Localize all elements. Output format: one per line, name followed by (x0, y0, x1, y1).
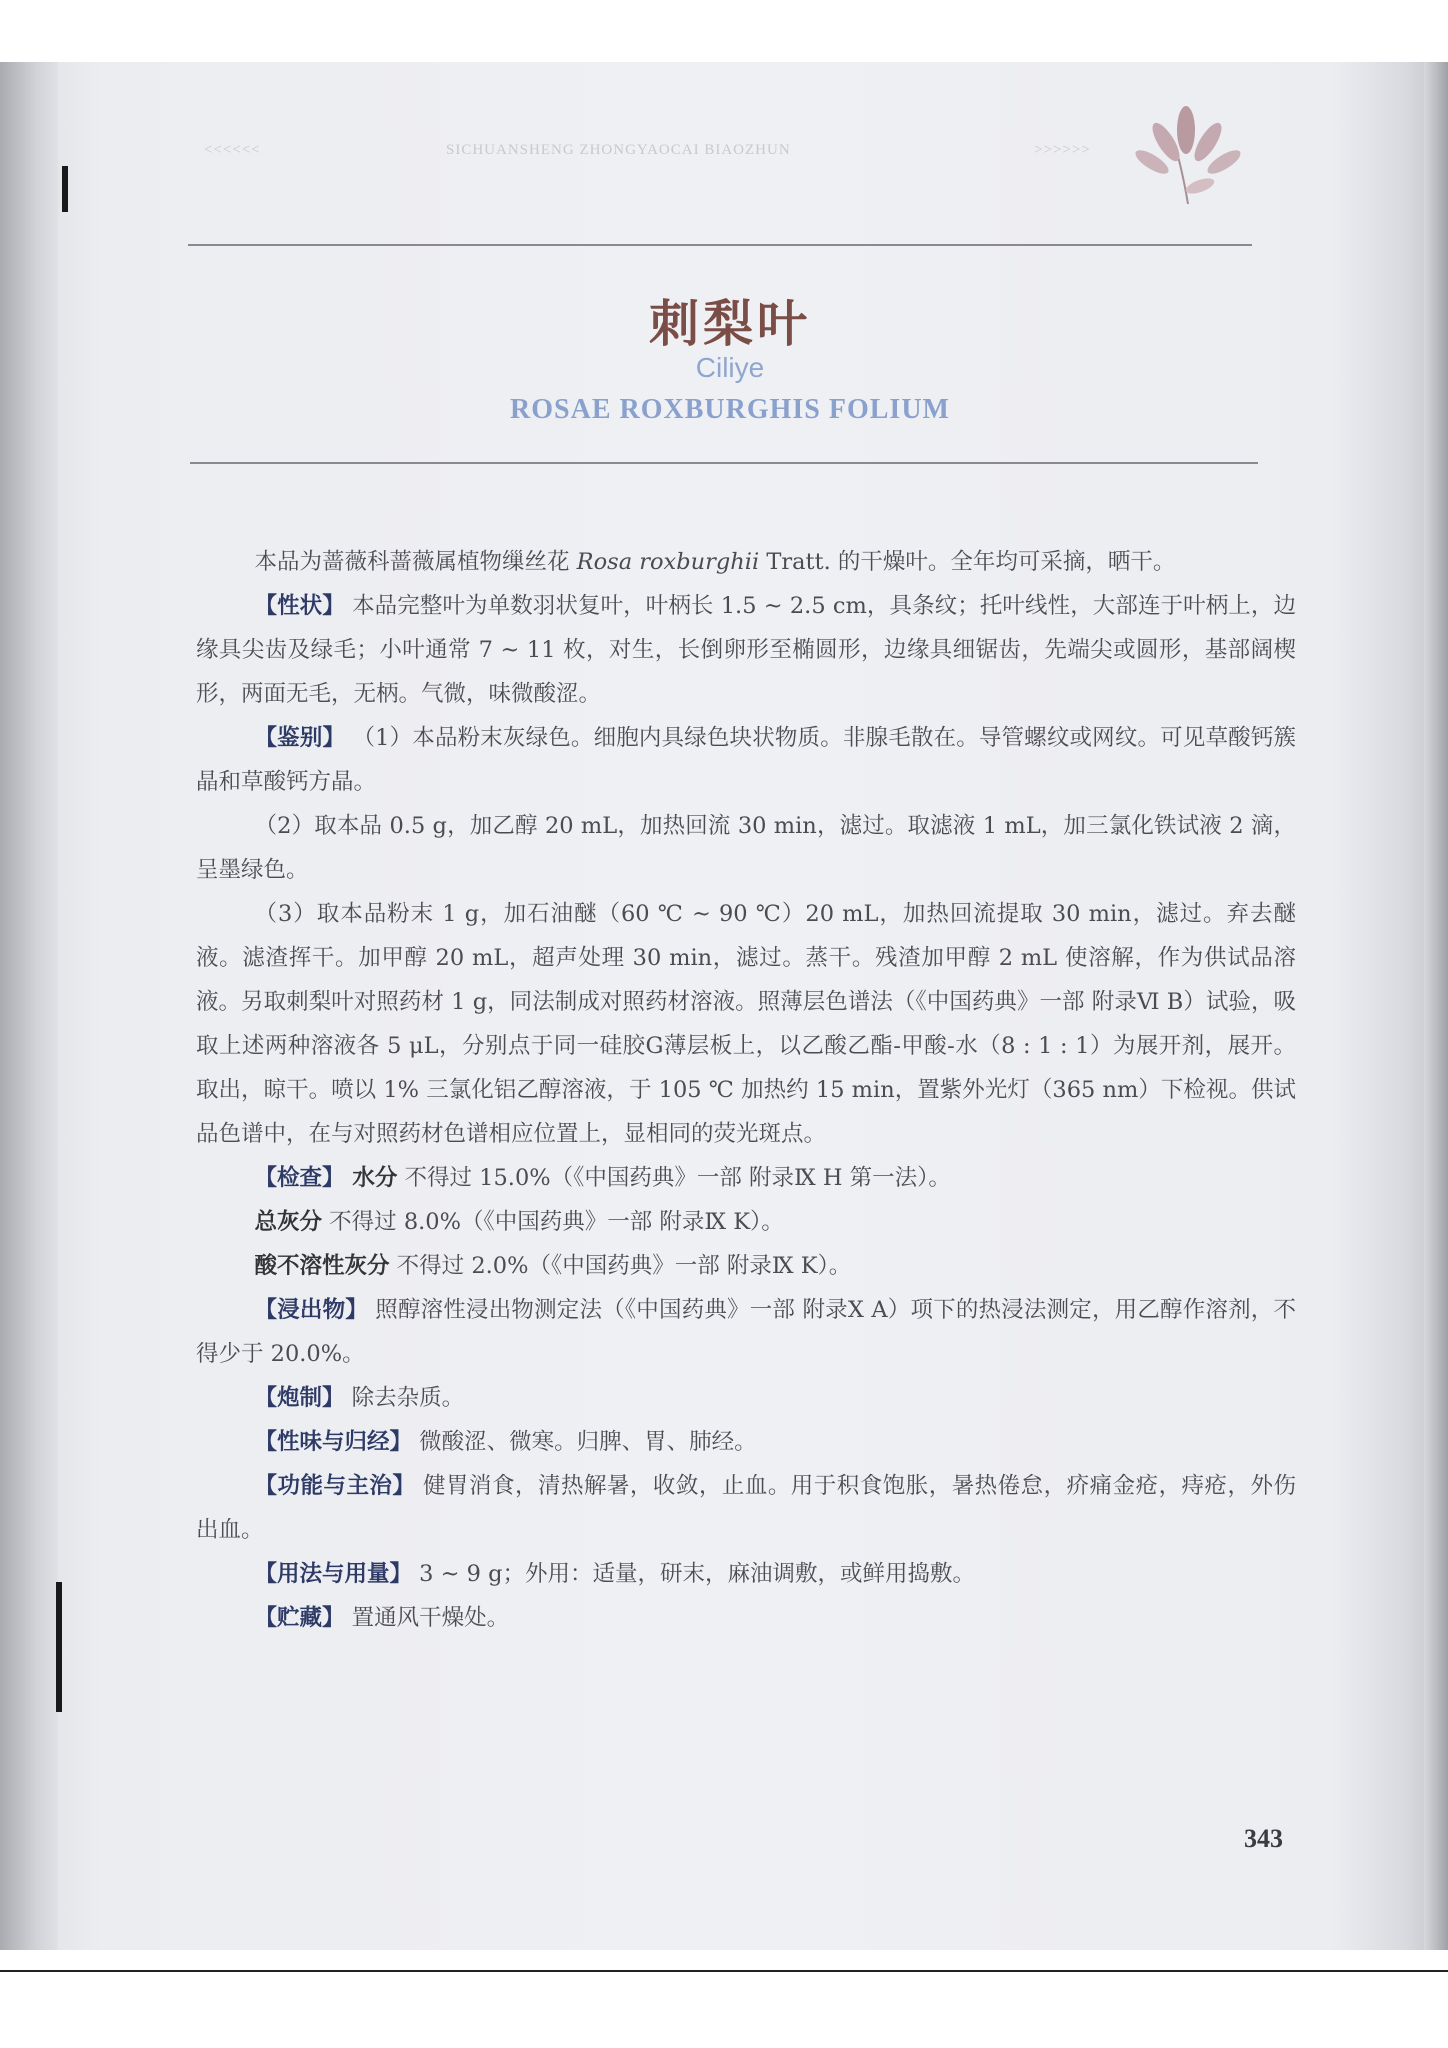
latin-species-name: Rosa roxburghii (576, 549, 760, 575)
leaf-sprig-icon (1128, 102, 1248, 212)
monograph-title-chinese: 刺梨叶 (649, 294, 811, 353)
section-heading: 【浸出物】 (254, 1297, 368, 1323)
xingwei-section (196, 1420, 1296, 1464)
yongfa-section (196, 1552, 1296, 1596)
section-text: 本品完整叶为单数羽状复叶，叶柄长 1.5 ~ 2.5 cm，具条纹；托叶线性，大部连于叶柄上，边缘具尖齿及绿毛；小叶通常 7 ~ 11 枚，对生，长倒卵形至椭圆形，边缘具细锯齿，先端尖或圆形，基部阔楔形，两面无毛，无柄。气微，味微酸涩。 (196, 593, 1296, 707)
xingzhuang-section (196, 584, 1296, 716)
section-text: 不得过 8.0%（《中国药典》一部 附录Ⅸ K）。 (322, 1209, 784, 1235)
section-text: 健胃消食，清热解暑，收敛，止血。用于积食饱胀，暑热倦怠，疥痛金疮，痔疮，外伤出血。 (196, 1473, 1296, 1543)
subheading-acid-insoluble-ash: 酸不溶性灰分 (254, 1253, 390, 1279)
intro-text-end: Tratt. 的干燥叶。全年均可采摘，晒干。 (759, 549, 1176, 575)
section-heading: 【鉴别】 (254, 725, 346, 751)
section-heading: 【性味与归经】 (254, 1429, 413, 1455)
monograph-title-pinyin: Ciliye (695, 352, 765, 383)
section-heading: 【性状】 (254, 593, 345, 619)
running-head-arrows-left: <<<<<< (204, 142, 261, 158)
book-spine (0, 62, 58, 1950)
spine-shadow-mark (56, 1582, 62, 1712)
section-text: 3 ~ 9 g；外用：适量，研末，麻油调敷，或鲜用捣敷。 (412, 1561, 976, 1587)
running-head-arrows-right: >>>>>> (1034, 142, 1091, 158)
section-text: 置通风干燥处。 (344, 1605, 510, 1631)
paozhi-section (196, 1376, 1296, 1420)
jinchuwu-section (196, 1288, 1296, 1376)
jianbie-item-3: （3）取本品粉末 1 g，加石油醚（60 ℃ ~ 90 ℃）20 mL，加热回流提取 30 min，滤过。弃去醚液。滤渣挥干。加甲醇 20 mL，超声处理 30 min，滤过。蒸干。残渣加甲醇 2 mL 使溶解，作为供试品溶液。另取刺梨叶对照药材 1 g，同法制成对照药材溶液。照薄层色谱法（《中国药典》一部 附录Ⅵ B）试验，吸取上述两种溶液各 5 μL，分别点于同一硅胶G薄层板上，以乙酸乙酯-甲酸-水（8 : 1 : 1）为展开剂，展开。取出，晾干。喷以 1% 三氯化铝乙醇溶液，于 105 ℃ 加热约 15 min，置紫外光灯（365 nm）下检视。供试品色谱中，在与对照药材色谱相应位置上，显相同的荧光斑点。 (196, 901, 1296, 1147)
zhucang-section (196, 1596, 1296, 1640)
gongneng-section (196, 1464, 1296, 1552)
jiancha-section (196, 1156, 1296, 1200)
monograph-title-latin: ROSAE ROXBURGHIS FOLIUM (510, 394, 950, 425)
spine-shadow-mark (62, 166, 68, 212)
section-text: 不得过 15.0%（《中国药典》一部 附录Ⅸ H 第一法）。 (397, 1165, 951, 1191)
acid-insoluble-ash-line (196, 1244, 1296, 1288)
scan-border-line (0, 1970, 1448, 1972)
subheading-water: 水分 (344, 1165, 398, 1191)
section-text: 照醇溶性浸出物测定法（《中国药典》一部 附录Ⅹ A）项下的热浸法测定，用乙醇作溶剂，不得少于 20.0%。 (196, 1297, 1296, 1367)
book-page-photo (0, 62, 1448, 1950)
intro-text: 本品为蔷薇科蔷薇属植物缫丝花 (254, 549, 577, 575)
section-text: 除去杂质。 (344, 1385, 465, 1411)
intro-paragraph (196, 540, 1296, 584)
section-heading: 【功能与主治】 (254, 1473, 416, 1499)
running-head (200, 142, 1250, 172)
section-text: 不得过 2.0%（《中国药典》一部 附录Ⅸ K）。 (389, 1253, 852, 1279)
page-edge (1424, 62, 1448, 1950)
section-text: 微酸涩、微寒。归脾、胃、肺经。 (412, 1429, 757, 1455)
section-heading: 【检查】 (254, 1165, 345, 1191)
section-text: （1）本品粉末灰绿色。细胞内具绿色块状物质。非腺毛散在。导管螺纹或网纹。可见草酸钙簇晶和草酸钙方晶。 (196, 725, 1296, 795)
title-rule-top (188, 244, 1252, 246)
jianbie-section (196, 716, 1296, 804)
subheading-total-ash: 总灰分 (254, 1209, 323, 1235)
section-heading: 【用法与用量】 (254, 1561, 413, 1587)
page-number: 343 (1244, 1824, 1283, 1853)
title-rule-bottom (190, 462, 1258, 464)
section-heading: 【贮藏】 (254, 1605, 345, 1631)
monograph-body (196, 540, 1296, 1640)
total-ash-line (196, 1200, 1296, 1244)
section-heading: 【炮制】 (254, 1385, 345, 1411)
running-head-title: SICHUANSHENG ZHONGYAOCAI BIAOZHUN (446, 142, 791, 158)
jianbie-item-2: （2）取本品 0.5 g，加乙醇 20 mL，加热回流 30 min，滤过。取滤液 1 mL，加三氯化铁试液 2 滴，呈墨绿色。 (196, 813, 1296, 883)
